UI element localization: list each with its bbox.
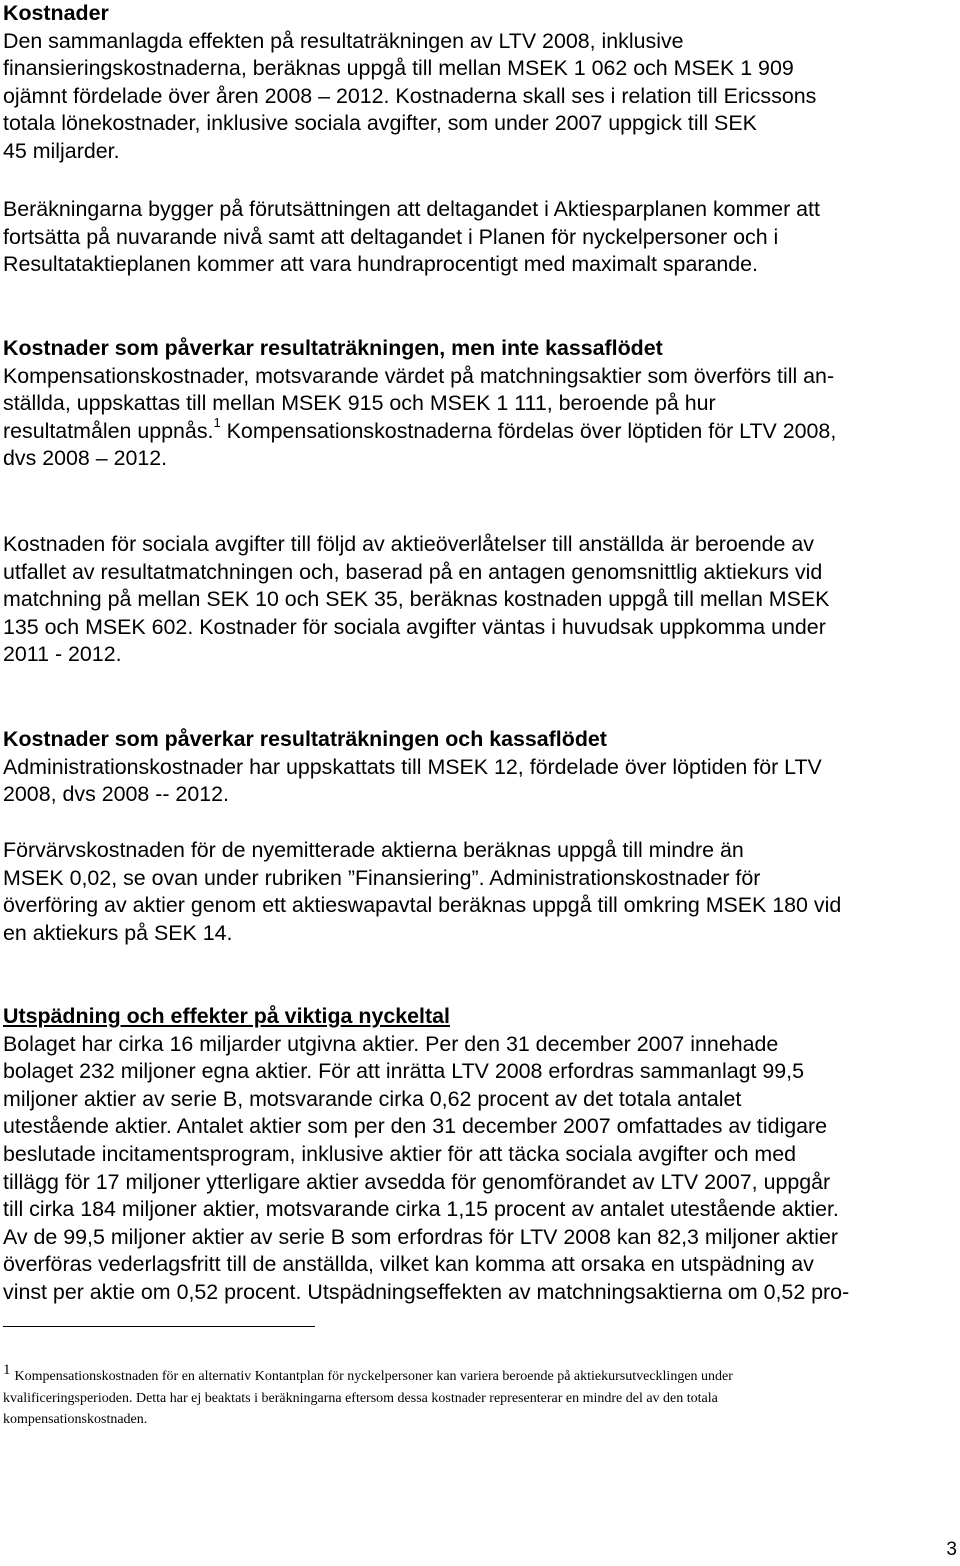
section-utspadning (3, 1003, 958, 1307)
text-line-with-footnote (3, 414, 958, 446)
text-line: Kostnaden för sociala avgifter till följd av aktieöverlåtelser till anställda är beroende av (3, 532, 814, 556)
section-resultat-ej-kassaflode (3, 335, 958, 473)
text-line: bolaget 232 miljoner egna aktier. För att inrätta LTV 2008 erfordras sammanlagt 99,5 (3, 1059, 805, 1084)
text-line: Den sammanlagda effekten på resultaträkningen av LTV 2008, inklusive (3, 28, 684, 53)
footnote-line (3, 1362, 958, 1388)
footnote-line: kvalificeringsperioden. Detta har ej beaktats i beräkningarna eftersom dessa kostnader representerar en mindre del av den totala (3, 1390, 718, 1406)
text-line: totala lönekostnader, inklusive sociala avgifter, som under 2007 uppgick till SEK (3, 111, 757, 136)
text-line: finansieringskostnaderna, beräknas uppgå till mellan MSEK 1 062 och MSEK 1 909 (3, 56, 794, 81)
text-segment: Kompensationskostnaderna fördelas över löptiden för LTV 2008, (220, 418, 837, 443)
text-line: överföras vederlagsfritt till de anställda, vilket kan komma att orsaka en utspädning av (3, 1252, 814, 1277)
footnote-text: Kompensationskostnaden för en alternativ Kontantplan för nyckelpersoner kan variera beroende på aktiekursutvecklingen under (14, 1369, 733, 1384)
text-line: Beräkningarna bygger på förutsättningen att deltagandet i Aktiesparplanen kommer att (3, 197, 820, 221)
text-line: MSEK 0,02, se ovan under rubriken ”Finansiering”. Administrationskostnader för (3, 865, 761, 890)
text-line: beslutade incitamentsprogram, inklusive aktier för att täcka sociala avgifter och med (3, 1141, 797, 1166)
text-line: 135 och MSEK 602. Kostnader för sociala avgifter väntas i huvudsak uppkomma under (3, 614, 826, 639)
footnote-marker: 1 (3, 1362, 11, 1378)
text-line: utestående aktier. Antalet aktier som per den 31 december 2007 omfattades av tidigare (3, 1114, 828, 1139)
text-line: ojämnt fördelade över åren 2008 – 2012. Kostnaderna skall ses i relation till Ericssons (3, 83, 817, 108)
text-line: vinst per aktie om 0,52 procent. Utspädningseffekten av matchningsaktierna om 0,52 pro- (3, 1279, 850, 1304)
text-line: dvs 2008 – 2012. (3, 446, 168, 471)
text-line: 45 miljarder. (3, 138, 120, 163)
text-line: överföring av aktier genom ett aktieswapavtal beräknas uppgå till omkring MSEK 180 vid (3, 893, 842, 918)
text-line: matchning på mellan SEK 10 och SEK 35, beräknas kostnaden uppgå till mellan MSEK (3, 587, 830, 612)
text-line: Administrationskostnader har uppskattats till MSEK 12, fördelade över löptiden för LTV (3, 754, 822, 779)
footnote-reference: 1 (213, 414, 221, 430)
section-resultat-och-kassaflode (3, 726, 958, 809)
text-line: Bolaget har cirka 16 miljarder utgivna aktier. Per den 31 december 2007 innehade (3, 1031, 779, 1056)
page-number: 3 (946, 1539, 957, 1560)
text-line: miljoner aktier av serie B, motsvarande cirka 0,62 procent av det totala antalet (3, 1086, 742, 1111)
text-line: tillägg för 17 miljoner ytterligare aktier avsedda för genomförandet av LTV 2007, uppgår (3, 1169, 831, 1194)
text-line: Av de 99,5 miljoner aktier av serie B som erfordras för LTV 2008 kan 82,3 miljoner aktier (3, 1224, 839, 1249)
text-line: utfallet av resultatmatchningen och, baserad på en antagen genomsnittlig aktiekurs vid (3, 559, 823, 584)
text-segment: resultatmålen uppnås. (3, 418, 214, 443)
heading-utspadning: Utspädning och effekter på viktiga nyckeltal (3, 1004, 450, 1028)
text-line: Kompensationskostnader, motsvarande värdet på matchningsaktier som överförs till an- (3, 363, 835, 388)
paragraph-forvarvskostnad (3, 837, 958, 947)
footnote-line: kompensationskostnaden. (3, 1412, 148, 1428)
text-line: Förvärvskostnaden för de nyemitterade aktierna beräknas uppgå till mindre än (3, 838, 744, 862)
paragraph-sociala-avgifter (3, 531, 958, 669)
text-line: 2011 - 2012. (3, 642, 122, 667)
text-line: 2008, dvs 2008 -- 2012. (3, 782, 229, 807)
text-line: fortsätta på nuvarande nivå samt att deltagandet i Planen för nyckelpersoner och i (3, 224, 779, 249)
paragraph-berakningar (3, 196, 958, 279)
heading-resultat-och-kassaflode: Kostnader som påverkar resultaträkningen och kassaflödet (3, 727, 607, 751)
footnote (3, 1362, 958, 1431)
text-line: en aktiekurs på SEK 14. (3, 920, 233, 945)
footnote-separator (3, 1326, 315, 1327)
section-kostnader (3, 0, 958, 166)
heading-resultat-ej-kassaflode: Kostnader som påverkar resultaträkningen, men inte kassaflödet (3, 336, 663, 360)
text-line: Resultataktieplanen kommer att vara hundraprocentigt med maximalt sparande. (3, 252, 759, 277)
heading-kostnader: Kostnader (3, 1, 109, 25)
text-line: till cirka 184 miljoner aktier, motsvarande cirka 1,15 procent av antalet utestående aktier. (3, 1197, 839, 1222)
text-line: ställda, uppskattas till mellan MSEK 915 och MSEK 1 111, beroende på hur (3, 391, 716, 416)
